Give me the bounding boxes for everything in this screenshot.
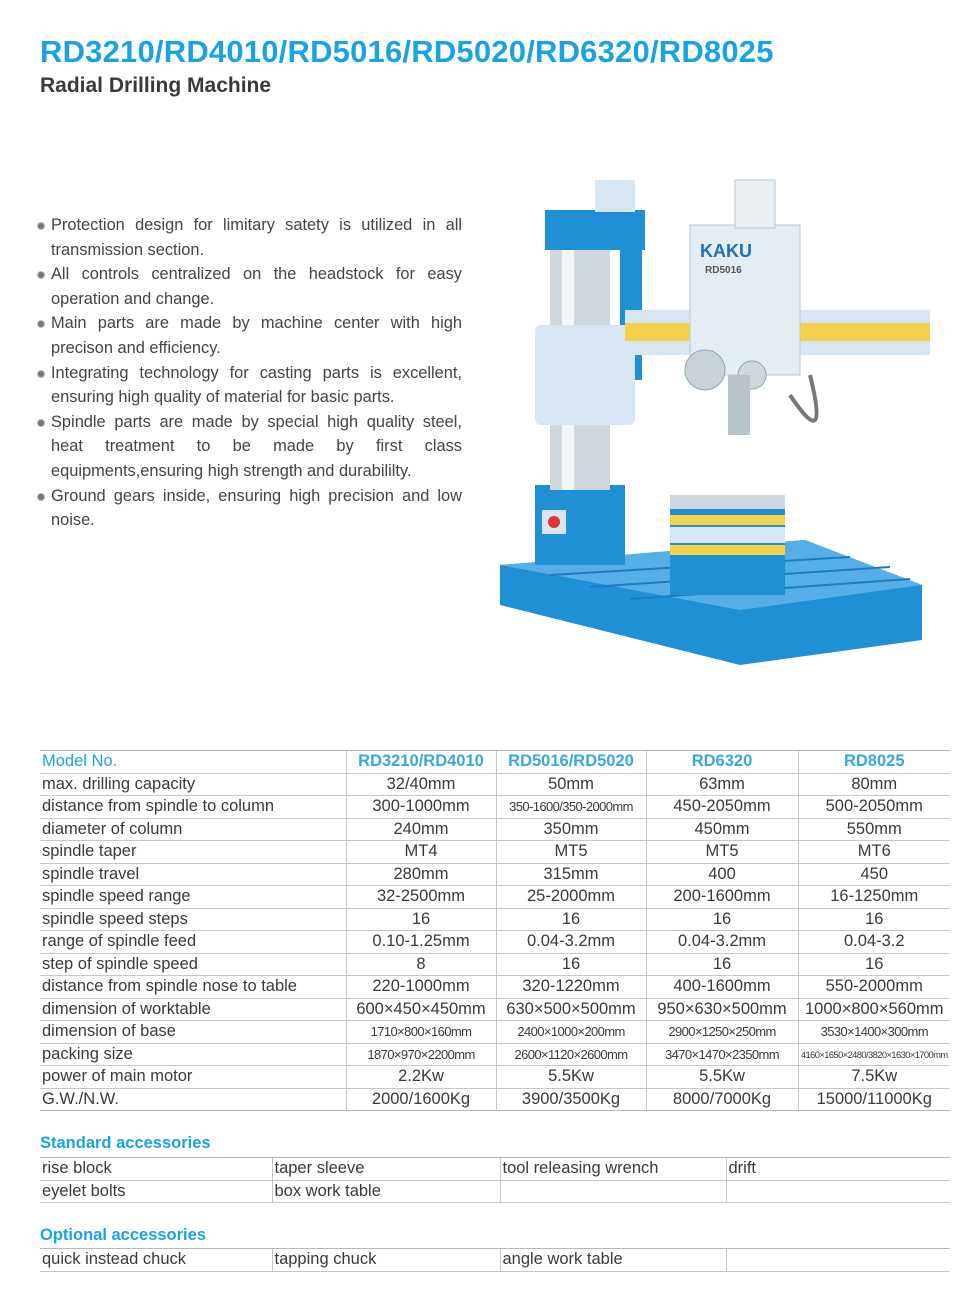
accessory-item: tapping chuck: [272, 1249, 500, 1272]
spindle: [728, 375, 750, 435]
page-title: RD3210/RD4010/RD5016/RD5020/RD6320/RD8025: [40, 34, 774, 69]
spec-label: dimension of base: [40, 1021, 346, 1044]
spec-value: 550mm: [798, 818, 950, 841]
accessory-item: quick instead chuck: [40, 1249, 272, 1272]
accessory-item: drift: [726, 1158, 950, 1181]
spec-value: 16: [798, 908, 950, 931]
accessory-item: angle work table: [500, 1249, 726, 1272]
spec-value: 32/40mm: [346, 773, 496, 796]
spec-label: spindle taper: [40, 841, 346, 864]
spec-value: 0.04-3.2mm: [496, 931, 646, 954]
accessory-item: taper sleeve: [272, 1158, 500, 1181]
spec-value: 450mm: [646, 818, 798, 841]
spec-label: distance from spindle to column: [40, 796, 346, 819]
spec-value: 5.5Kw: [496, 1066, 646, 1089]
spec-value: 630×500×500mm: [496, 998, 646, 1021]
emergency-stop-icon: [548, 516, 560, 528]
spec-row: [40, 908, 950, 931]
spec-value: 4160×1650×2480/3820×1630×1700mm: [798, 1043, 950, 1066]
spec-row: [40, 998, 950, 1021]
spec-table: [40, 750, 950, 1111]
accessory-item: [726, 1180, 950, 1203]
spec-value: 16: [346, 908, 496, 931]
spec-value: 2400×1000×200mm: [496, 1021, 646, 1044]
spec-value: 1870×970×2200mm: [346, 1043, 496, 1066]
spec-value: 2600×1120×2600mm: [496, 1043, 646, 1066]
feature-item: Integrating technology for casting parts is excellent, ensuring high quality of material for basic parts.: [36, 361, 462, 410]
spec-value: 280mm: [346, 863, 496, 886]
spec-value: 16-1250mm: [798, 886, 950, 909]
spec-header-cell: RD3210/RD4010: [346, 751, 496, 774]
spec-value: 600×450×450mm: [346, 998, 496, 1021]
radial-drilling-machine-image: [490, 165, 940, 675]
spec-value: 3900/3500Kg: [496, 1088, 646, 1111]
accessory-item: [500, 1180, 726, 1203]
spec-label: spindle travel: [40, 863, 346, 886]
spec-row: [40, 953, 950, 976]
spec-value: 0.10-1.25mm: [346, 931, 496, 954]
spec-value: 315mm: [496, 863, 646, 886]
spec-value: 220-1000mm: [346, 976, 496, 999]
spec-row: [40, 1088, 950, 1111]
accessory-row: [40, 1180, 950, 1203]
spec-value: 400-1600mm: [646, 976, 798, 999]
spec-value: 63mm: [646, 773, 798, 796]
spec-row: [40, 886, 950, 909]
accessory-item: eyelet bolts: [40, 1180, 272, 1203]
page-subtitle: Radial Drilling Machine: [40, 74, 272, 97]
spec-value: 7.5Kw: [798, 1066, 950, 1089]
spec-value: 450: [798, 863, 950, 886]
feature-item: All controls centralized on the headstock for easy operation and change.: [36, 262, 462, 311]
spec-header-row: [40, 751, 950, 774]
accessory-row: [40, 1158, 950, 1181]
spec-value: 300-1000mm: [346, 796, 496, 819]
spec-label: max. drilling capacity: [40, 773, 346, 796]
spec-label: range of spindle feed: [40, 931, 346, 954]
spec-row: [40, 976, 950, 999]
spec-value: 16: [496, 953, 646, 976]
spec-value: 350mm: [496, 818, 646, 841]
spec-label: packing size: [40, 1043, 346, 1066]
spec-row: [40, 1066, 950, 1089]
spec-value: 16: [646, 953, 798, 976]
spec-label: spindle speed steps: [40, 908, 346, 931]
spec-value: 3470×1470×2350mm: [646, 1043, 798, 1066]
accessory-item: rise block: [40, 1158, 272, 1181]
spec-value: MT4: [346, 841, 496, 864]
spec-value: 80mm: [798, 773, 950, 796]
accessory-row: [40, 1249, 950, 1272]
spec-value: 16: [496, 908, 646, 931]
spec-value: 16: [798, 953, 950, 976]
column-lower: [550, 415, 610, 490]
spec-value: 2.2Kw: [346, 1066, 496, 1089]
feed-handwheel-icon: [685, 350, 725, 390]
spec-row: [40, 773, 950, 796]
spec-value: MT6: [798, 841, 950, 864]
spec-header-cell: RD8025: [798, 751, 950, 774]
brand-label: KAKU: [700, 241, 752, 261]
spec-row: [40, 1043, 950, 1066]
spec-header-cell: Model No.: [40, 751, 346, 774]
spec-label: dimension of worktable: [40, 998, 346, 1021]
spec-value: 350-1600/350-2000mm: [496, 796, 646, 819]
spec-header-cell: RD5016/RD5020: [496, 751, 646, 774]
lift-motor: [595, 180, 635, 212]
spec-value: 400: [646, 863, 798, 886]
spec-value: 15000/11000Kg: [798, 1088, 950, 1111]
cable-hose: [790, 375, 817, 421]
spec-value: 0.04-3.2mm: [646, 931, 798, 954]
spec-value: 16: [646, 908, 798, 931]
spec-value: 550-2000mm: [798, 976, 950, 999]
spec-value: 1710×800×160mm: [346, 1021, 496, 1044]
spec-label: distance from spindle nose to table: [40, 976, 346, 999]
spec-value: 500-2050mm: [798, 796, 950, 819]
spec-value: 2000/1600Kg: [346, 1088, 496, 1111]
spec-header-cell: RD6320: [646, 751, 798, 774]
column-top-housing: [545, 210, 645, 250]
spec-value: 320-1220mm: [496, 976, 646, 999]
spec-row: [40, 818, 950, 841]
spec-row: [40, 863, 950, 886]
spec-value: 450-2050mm: [646, 796, 798, 819]
feature-item: Main parts are made by machine center with high precison and efficiency.: [36, 311, 462, 360]
spec-value: MT5: [496, 841, 646, 864]
spec-value: 3530×1400×300mm: [798, 1021, 950, 1044]
spec-label: G.W./N.W.: [40, 1088, 346, 1111]
spec-value: 5.5Kw: [646, 1066, 798, 1089]
spec-row: [40, 1021, 950, 1044]
main-motor: [735, 180, 775, 228]
spec-value: 2900×1250×250mm: [646, 1021, 798, 1044]
spec-label: step of spindle speed: [40, 953, 346, 976]
spec-label: diameter of column: [40, 818, 346, 841]
spec-row: [40, 841, 950, 864]
spec-value: 1000×800×560mm: [798, 998, 950, 1021]
standard-accessories-table: [40, 1157, 950, 1203]
spec-label: power of main motor: [40, 1066, 346, 1089]
feature-item: Protection design for limitary satety is utilized in all transmission section.: [36, 213, 462, 262]
spec-value: MT5: [646, 841, 798, 864]
optional-accessories-table: [40, 1248, 950, 1272]
spec-value: 0.04-3.2: [798, 931, 950, 954]
spec-value: 200-1600mm: [646, 886, 798, 909]
spec-value: 32-2500mm: [346, 886, 496, 909]
accessory-item: tool releasing wrench: [500, 1158, 726, 1181]
accessory-item: box work table: [272, 1180, 500, 1203]
spec-row: [40, 796, 950, 819]
feature-item: Ground gears inside, ensuring high precision and low noise.: [36, 484, 462, 533]
feature-item: Spindle parts are made by special high quality steel, heat treatment to be made by first class equipments,ensuring high strength and durabililty.: [36, 410, 462, 484]
spec-value: 240mm: [346, 818, 496, 841]
spec-value: 8000/7000Kg: [646, 1088, 798, 1111]
spec-value: 50mm: [496, 773, 646, 796]
arm-sleeve: [535, 325, 635, 425]
spec-label: spindle speed range: [40, 886, 346, 909]
feature-list: [36, 213, 462, 533]
spec-value: 950×630×500mm: [646, 998, 798, 1021]
standard-accessories-title: Standard accessories: [40, 1134, 211, 1152]
spec-value: 8: [346, 953, 496, 976]
accessory-item: [726, 1249, 950, 1272]
model-label: RD5016: [705, 265, 742, 276]
spec-value: 25-2000mm: [496, 886, 646, 909]
optional-accessories-title: Optional accessories: [40, 1226, 206, 1244]
spec-row: [40, 931, 950, 954]
